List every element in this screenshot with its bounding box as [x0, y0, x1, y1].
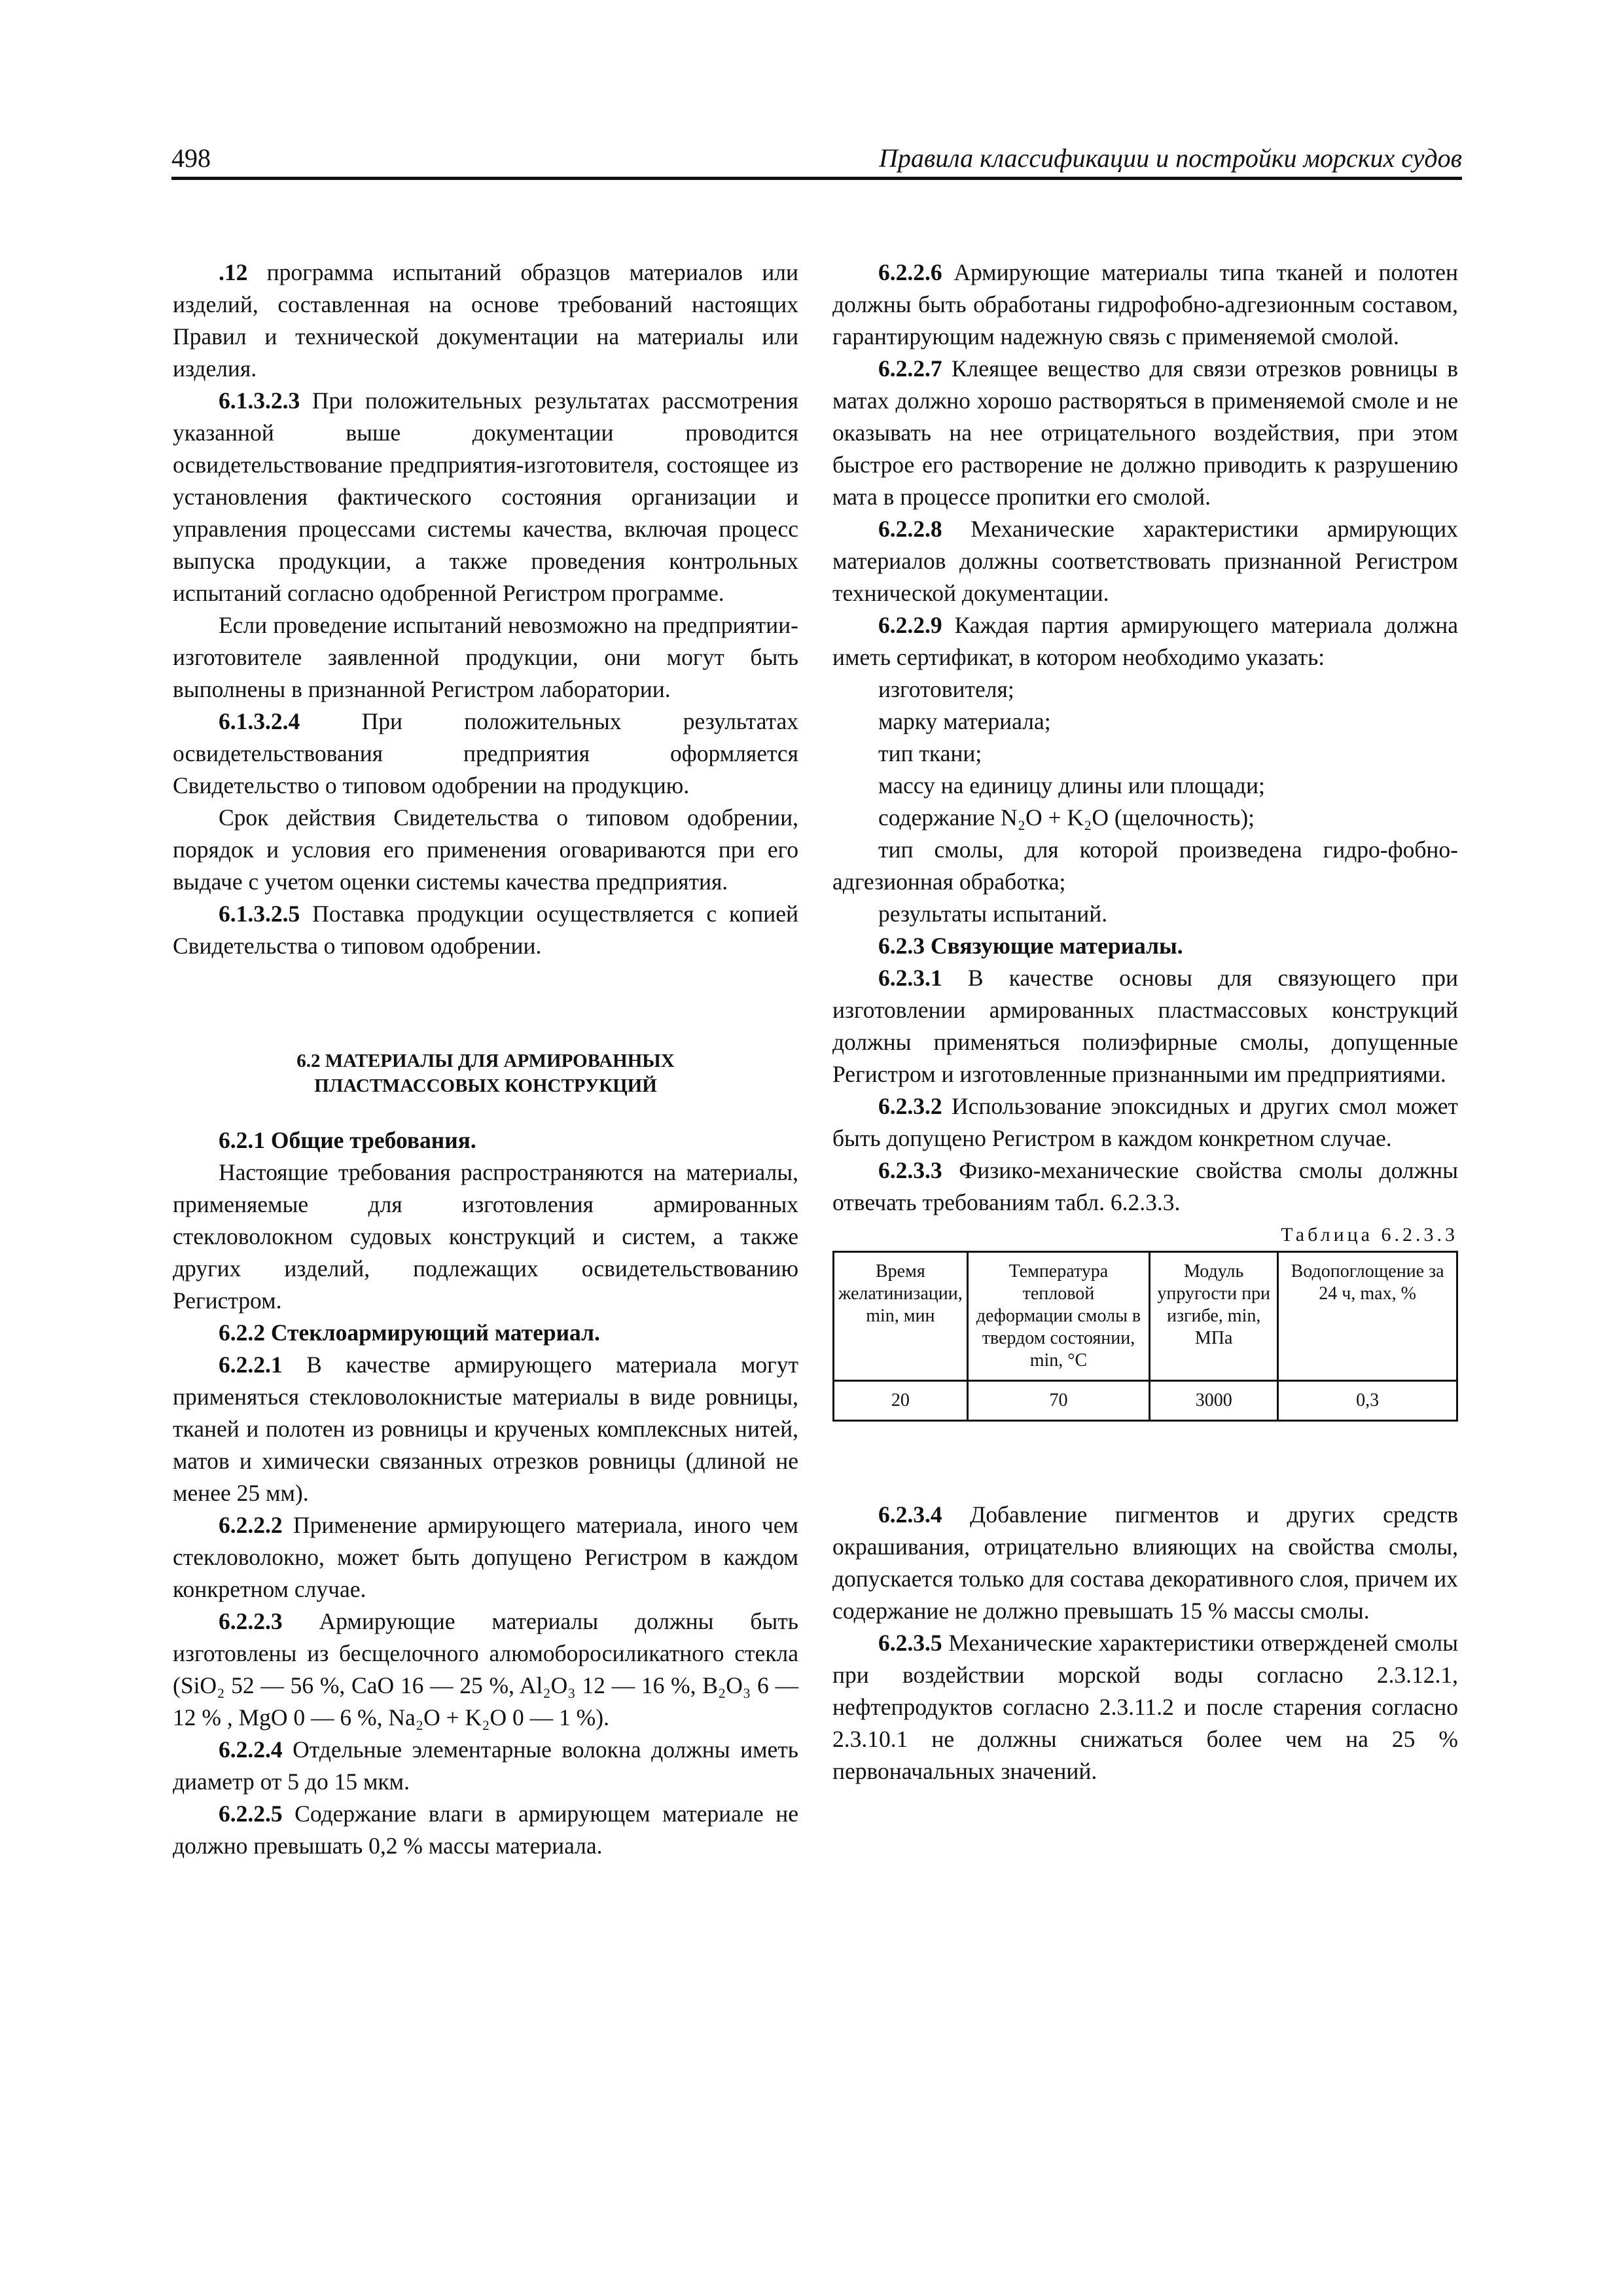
paragraph-text: В качестве армирующего материала могут применяться стекловолокнистые материалы в виде ровницы, тканей и полотен из ровницы и крученых комплексных нитей, матов и химически связанных отрезков ровницы (длиной не менее 25 мм). [173, 1352, 798, 1506]
table-cell: 20 [834, 1381, 967, 1420]
paragraph [173, 1509, 798, 1605]
paragraph [832, 1090, 1458, 1155]
clause-number: 6.1.3.2.5 [219, 901, 300, 927]
clause-number: .12 [219, 259, 248, 285]
clause-number: 6.2.2.6 [878, 259, 942, 285]
right-column [832, 257, 1458, 1787]
paragraph-text: При положительных результатах рассмотрения указанной выше документации проводится освидетельствование предприятия-изготовителя, состоящее из установления фактического состояния организации и управления процессами системы качества, включая процесс выпуска продукции, а также проведения контрольных испытаний согласно одобренной Регистром программе. [173, 387, 798, 606]
paragraph-text: программа испытаний образцов материалов или изделий, составленная на основе требований настоящих Правил и технической документации на материалы или изделия. [173, 259, 798, 382]
clause-number: 6.2.2.3 [219, 1608, 283, 1634]
section-heading [173, 1049, 798, 1098]
left-column [173, 257, 798, 1862]
paragraph [173, 802, 798, 898]
paragraph-text: Добавление пигментов и других средств окрашивания, отрицательно влияющих на свойства смолы, допускается только для состава декоративного слоя, причем их содержание не должно превышать 15 % массы смолы. [832, 1501, 1458, 1624]
paragraph [173, 1734, 798, 1798]
paragraph [832, 609, 1458, 673]
paragraph [832, 513, 1458, 609]
properties-table [834, 1253, 1456, 1420]
paragraph [832, 1155, 1458, 1219]
paragraph [832, 962, 1458, 1090]
header-rule [171, 177, 1462, 180]
table-cell: 0,3 [1278, 1381, 1456, 1420]
subsection-heading [832, 930, 1458, 962]
paragraph [173, 1605, 798, 1734]
table-header-row [834, 1253, 1456, 1381]
paragraph [173, 1798, 798, 1862]
paragraph-text: При положительных результатах освидетельствования предприятия оформляется Свидетельство о типовом одобрении на продукцию. [173, 708, 798, 798]
table-caption: Таблица 6.2.3.3 [1281, 1224, 1458, 1246]
paragraph-text: Содержание влаги в армирующем материале не должно превышать 0,2 % массы материала. [173, 1801, 798, 1859]
clause-number: 6.2.2.2 [219, 1512, 283, 1538]
table-cell: 3000 [1150, 1381, 1278, 1420]
list-item: марку материала; [878, 708, 1051, 734]
paragraph-text: Отдельные элементарные волокна должны иметь диаметр от 5 до 15 мкм. [173, 1736, 798, 1795]
paragraph-text: Каждая партия армирующего материала должна иметь сертификат, в котором необходимо указать: [832, 612, 1458, 670]
paragraph-text: Физико-механические свойства смолы должны отвечать требованиям табл. 6.2.3.3. [832, 1157, 1458, 1215]
table-frame [832, 1251, 1458, 1422]
clause-number: 6.2.3.3 [878, 1157, 942, 1183]
clause-number: 6.1.3.2.3 [219, 387, 300, 414]
clause-number: 6.2.2.7 [878, 355, 942, 382]
clause-number: 6.2.3.2 [878, 1093, 942, 1119]
table-header-cell: Водопоглощение за 24 ч, max, % [1278, 1253, 1456, 1381]
clause-number: 6.2.2.1 [219, 1352, 283, 1378]
paragraph-text: Механические характеристики армирующих материалов должны соответствовать признанной Регистром технической документации. [832, 516, 1458, 606]
section-heading-line: ПЛАСТМАССОВЫХ КОНСТРУКЦИЙ [314, 1075, 657, 1096]
paragraph [173, 385, 798, 609]
paragraph [173, 898, 798, 962]
list-item: массу на единицу длины или площади; [878, 772, 1265, 798]
list-item: результаты испытаний. [878, 901, 1108, 927]
clause-number: 6.2.3.5 [878, 1630, 942, 1656]
paragraph-text: Настоящие требования распространяются на материалы, применяемые для изготовления армированных стекловолокном судовых конструкций и систем, а также других изделий, подлежащих освидетельствованию Регистром. [173, 1159, 798, 1314]
paragraph-text: Поставка продукции осуществляется с копией Свидетельства о типовом одобрении. [173, 901, 798, 959]
table-cell: 70 [967, 1381, 1149, 1420]
paragraph [173, 257, 798, 385]
paragraph-text: Армирующие материалы должны быть изготовлены из бесщелочного алюмоборосиликатного стекла (SiO₂ 52 — 56 %, CaO 16 — 25 %, Al₂O₃ 12 — 16 %, B₂O₃ 6 — 12 % , MgO 0 — 6 %, Na₂O + K₂O 0 — 1 %). [173, 1608, 798, 1731]
running-title: Правила классификации и постройки морских судов [878, 143, 1462, 173]
paragraph-text: Использование эпоксидных и других смол может быть допущено Регистром в каждом конкретном случае. [832, 1093, 1458, 1151]
clause-number: 6.2.2.5 [219, 1801, 283, 1827]
clause-number: 6.2.3.4 [878, 1501, 942, 1528]
subsection-title: 6.2.1 Общие требования. [219, 1127, 476, 1153]
list-item: тип ткани; [878, 740, 982, 766]
paragraph [832, 1627, 1458, 1787]
subsection-heading [173, 1124, 798, 1157]
clause-number: 6.2.2.4 [219, 1736, 283, 1763]
list-item: содержание N₂O + K₂O (щелочность); [878, 804, 1255, 831]
paragraph-text: Применение армирующего материала, иного чем стекловолокно, может быть допущено Регистром в каждом конкретном случае. [173, 1512, 798, 1602]
clause-number: 6.2.2.8 [878, 516, 942, 542]
paragraph-text: Если проведение испытаний невозможно на предприятии-изготовителе заявленной продукции, они могут быть выполнены в признанной Регистром лаборатории. [173, 612, 798, 702]
clause-number: 6.2.3.1 [878, 965, 942, 991]
paragraph [832, 257, 1458, 353]
table-header-cell: Модуль упругости при изгибе, min, МПа [1150, 1253, 1278, 1381]
paragraph [173, 706, 798, 802]
paragraph-text: Армирующие материалы типа тканей и полотен должны быть обработаны гидрофобно-адгезионным составом, гарантирующим надежную связь с применяемой смолой. [832, 259, 1458, 350]
paragraph [832, 1499, 1458, 1627]
paragraph [832, 353, 1458, 513]
table-header-cell: Время желатинизации, min, мин [834, 1253, 967, 1381]
subsection-title: 6.2.2 Стеклоармирующий материал. [219, 1319, 600, 1346]
paragraph-text: Клеящее вещество для связи отрезков ровницы в матах должно хорошо растворяться в применяемой смоле и не оказывать на нее отрицательного воздействия, при этом быстрое его растворение не должно приводить к разрушению мата в процессе пропитки его смолой. [832, 355, 1458, 510]
paragraph [173, 1349, 798, 1509]
paragraph [173, 609, 798, 706]
paragraph-text: Механические характеристики отвержденей смолы при воздействии морской воды согласно 2.3.12.1, нефтепродуктов согласно 2.3.11.2 и после старения согласно 2.3.10.1 не должны снижаться более чем на 25 % первоначальных значений. [832, 1630, 1458, 1784]
page-number: 498 [171, 143, 211, 173]
table-header-cell: Температура тепловой деформации смолы в твердом состоянии, min, °С [967, 1253, 1149, 1381]
paragraph [173, 1157, 798, 1317]
clause-number: 6.1.3.2.4 [219, 708, 300, 734]
table-row [834, 1381, 1456, 1420]
list-item: изготовителя; [878, 676, 1014, 702]
subsection-heading [173, 1317, 798, 1349]
clause-number: 6.2.2.9 [878, 612, 942, 638]
section-heading-line: 6.2 МАТЕРИАЛЫ ДЛЯ АРМИРОВАННЫХ [296, 1050, 675, 1071]
paragraph-text: В качестве основы для связующего при изготовлении армированных пластмассовых конструкций должны применяться полиэфирные смолы, допущенные Регистром и изготовленные признанными им предприятиями. [832, 965, 1458, 1087]
paragraph-text: Срок действия Свидетельства о типовом одобрении, порядок и условия его применения оговариваются при его выдаче с учетом оценки системы качества предприятия. [173, 804, 798, 895]
list-item: тип смолы, для которой произведена гидро-фобно-адгезионная обработка; [832, 836, 1458, 895]
subsection-title: 6.2.3 Связующие материалы. [878, 933, 1183, 959]
